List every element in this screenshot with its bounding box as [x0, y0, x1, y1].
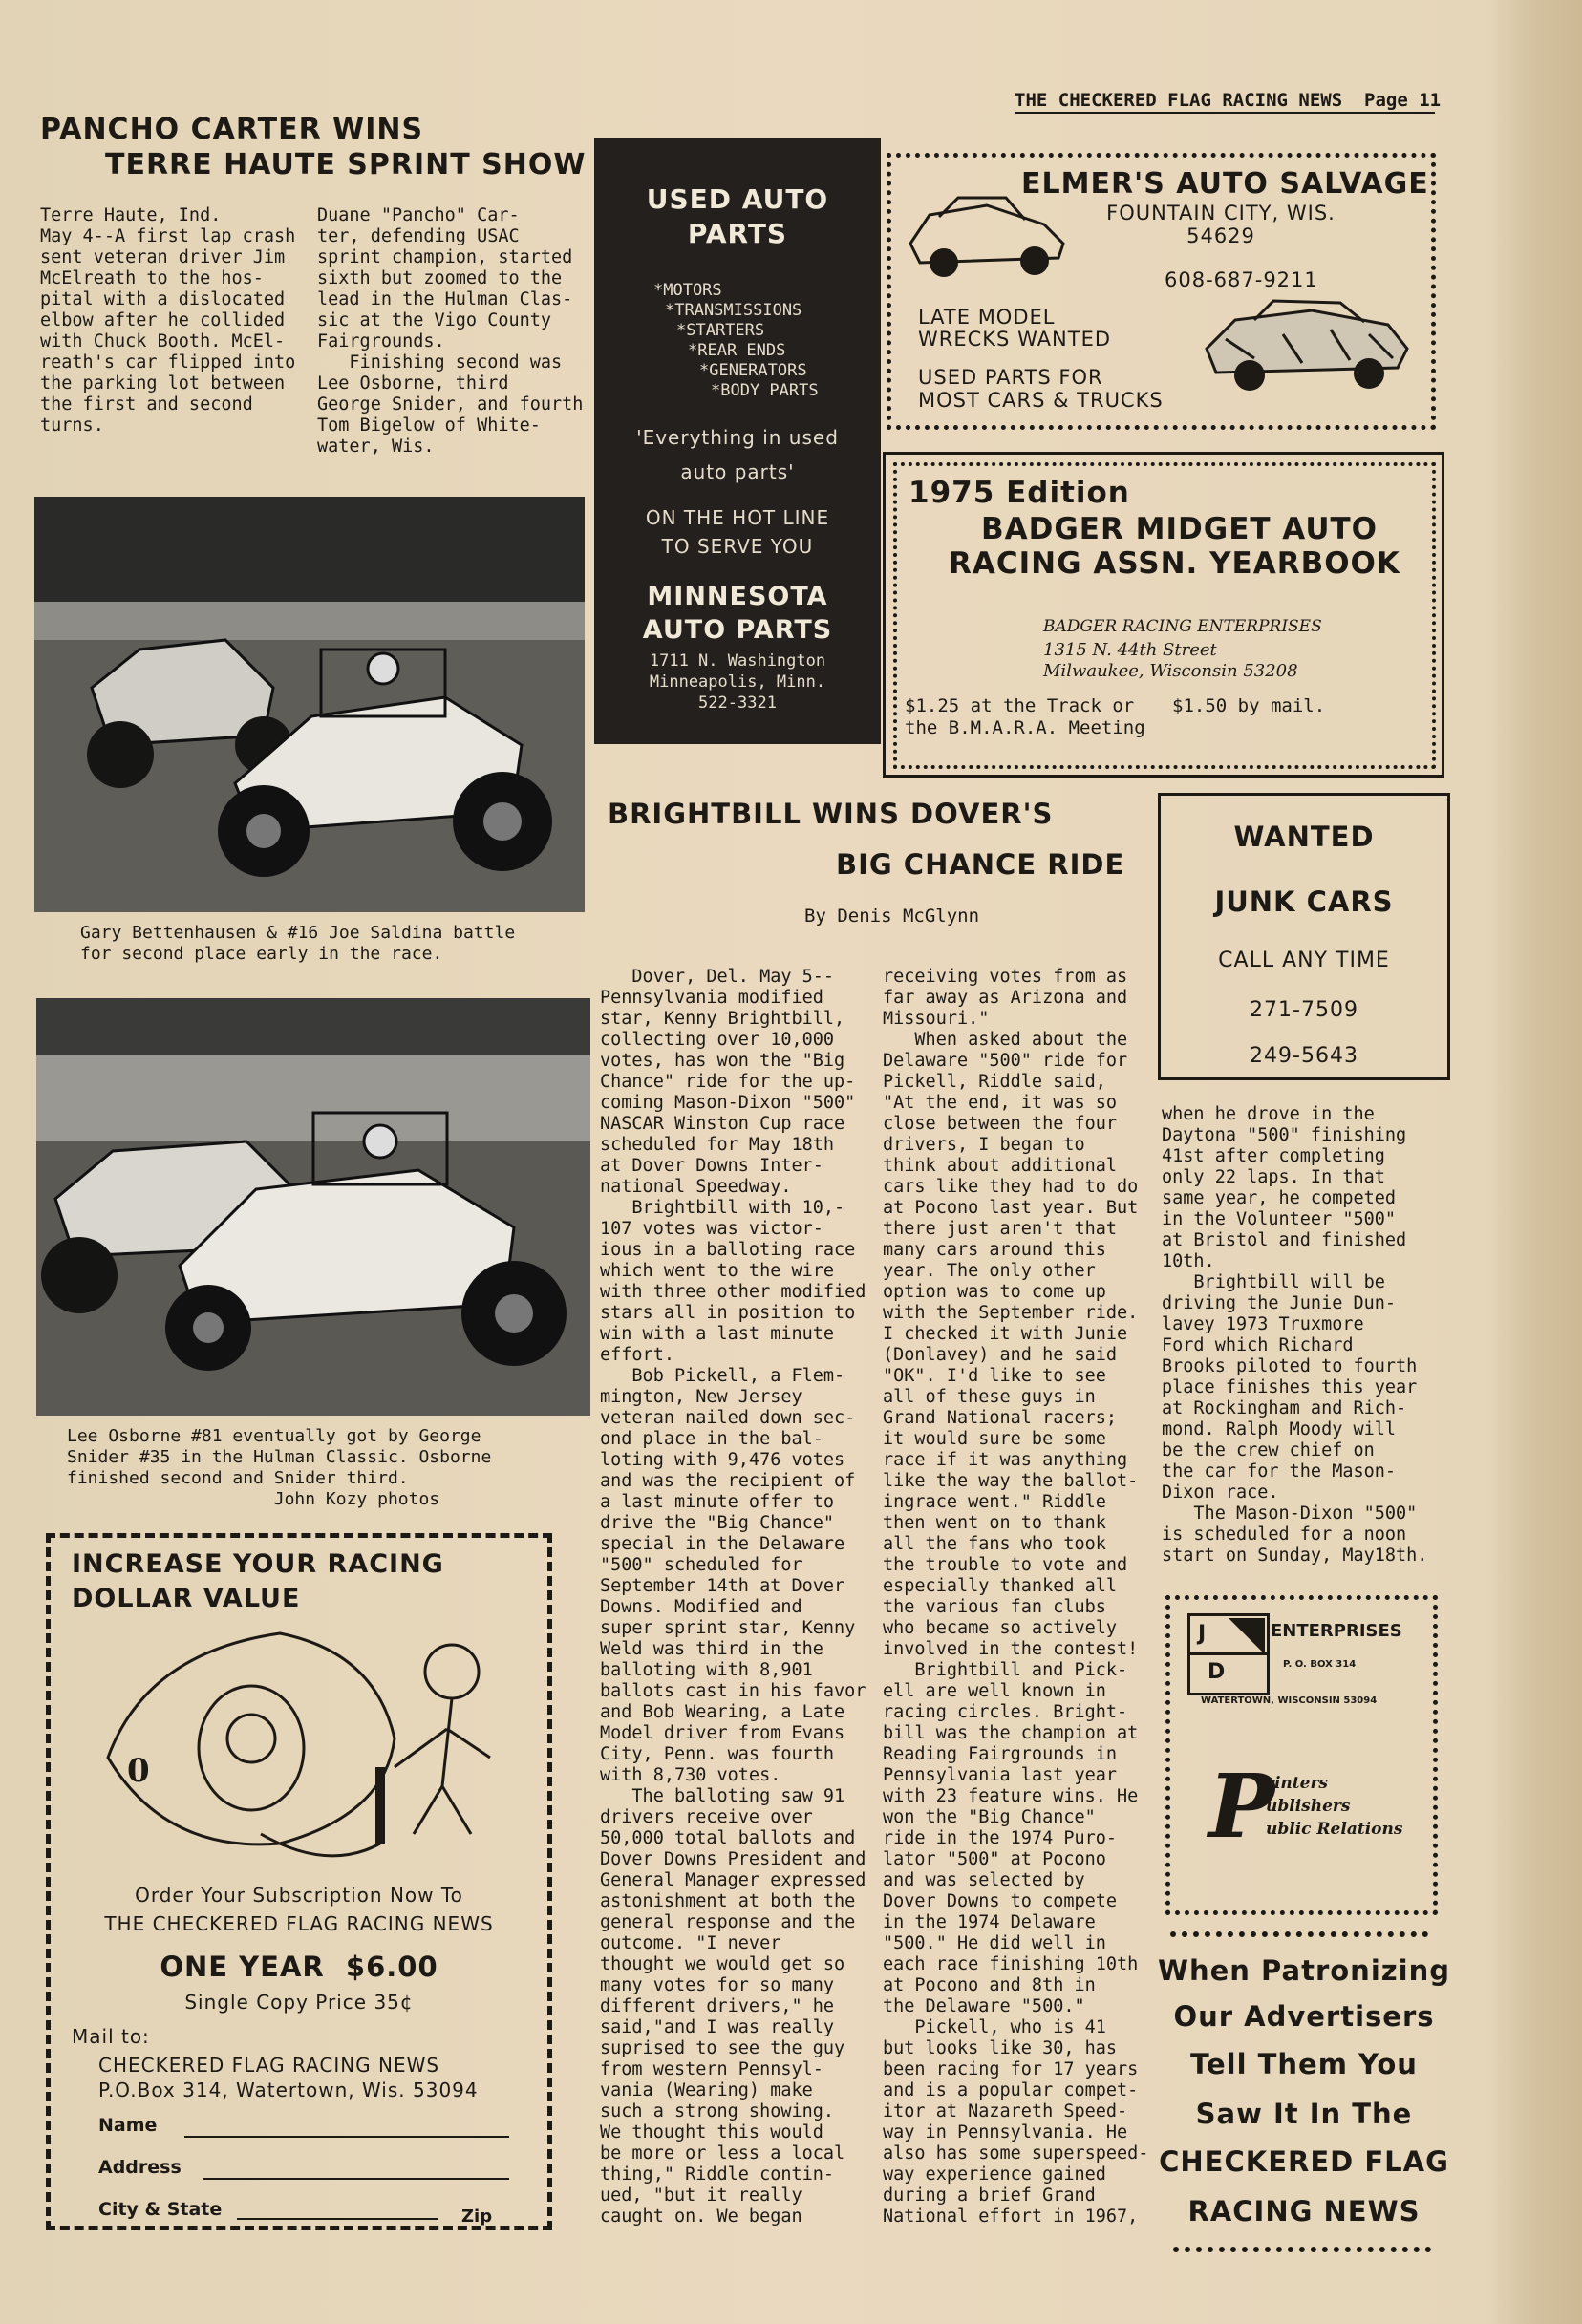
yearbook-address-3: Milwaukee, Wisconsin 53208: [1043, 661, 1298, 681]
subscription-ad: [46, 1533, 552, 2230]
yearbook-ad: [883, 452, 1444, 778]
minnesota-auto-parts-ad: [594, 138, 881, 744]
jd-logo-d: D: [1208, 1660, 1226, 1684]
running-head-rule: [1015, 112, 1435, 114]
mn-ad-address-2: Minneapolis, Minn.: [649, 672, 826, 692]
elmer-ad-city: FOUNTAIN CITY, WIS.: [1106, 202, 1336, 224]
patronize-line-2: Our Advertisers: [1173, 2000, 1435, 2033]
photo-2-caption: Lee Osborne #81 eventually got by George Snider #35 in the Hulman Classic. Osborne finished second and Snider third. John Kozy photos: [67, 1426, 492, 1509]
jd-name: ENTERPRISES: [1271, 1621, 1402, 1641]
money-cartoon-icon: [89, 1595, 538, 1882]
mn-ad-item: *BODY PARTS: [711, 381, 819, 400]
mn-ad-item: *GENERATORS: [699, 361, 807, 380]
mn-ad-item-list: [653, 281, 819, 401]
jd-logo: [1187, 1613, 1270, 1695]
brightbill-byline: By Denis McGlynn: [804, 906, 980, 927]
mn-ad-item: *MOTORS: [653, 281, 722, 300]
patronize-line-3: Tell Them You: [1190, 2048, 1418, 2080]
jd-script-printers: rinters: [1266, 1774, 1328, 1793]
junk-ad-junk-cars: JUNK CARS: [1214, 885, 1394, 918]
subscription-price: ONE YEAR $6.00: [160, 1951, 438, 1983]
jd-enterprises-ad: [1165, 1595, 1438, 1915]
patronize-top-rule: [1170, 1931, 1428, 1937]
elmer-ad-name: ELMER'S AUTO SALVAGE: [1021, 167, 1429, 201]
subscription-address-2: P.O.Box 314, Watertown, Wis. 53094: [98, 2079, 479, 2101]
photo-1-caption: Gary Bettenhausen & #16 Joe Saldina battle for second place early in the race.: [80, 923, 516, 964]
patronize-line-1: When Patronizing: [1158, 1954, 1450, 1987]
mn-ad-item: *STARTERS: [676, 321, 765, 340]
subscription-mail-to: Mail to:: [72, 2025, 150, 2048]
svg-text:0: 0: [127, 1752, 150, 1790]
subscription-order-2: THE CHECKERED FLAG RACING NEWS: [104, 1912, 494, 1935]
elmer-ad-line-2: WRECKS WANTED: [918, 328, 1112, 351]
patronize-bottom-rule: [1173, 2247, 1431, 2252]
jd-box: P. O. BOX 314: [1283, 1659, 1357, 1670]
mn-ad-slogan-1: 'Everything in used: [636, 426, 839, 449]
elmer-ad-zip: 54629: [1186, 224, 1255, 247]
patronize-line-6: RACING NEWS: [1187, 2195, 1421, 2228]
subscription-name-line[interactable]: [184, 2136, 509, 2138]
subscription-title-2: DOLLAR VALUE: [72, 1584, 301, 1613]
yearbook-price-track: $1.25 at the Track or the B.M.A.R.A. Meeting: [905, 695, 1145, 738]
mn-ad-hotline-2: TO SERVE YOU: [661, 535, 814, 558]
yearbook-title-1: BADGER MIDGET AUTO: [981, 512, 1379, 546]
jd-script-publishers: ublishers: [1266, 1797, 1351, 1816]
jd-script-public-relations: ublic Relations: [1266, 1820, 1403, 1839]
yearbook-address-1: BADGER RACING ENTERPRISES: [1043, 617, 1322, 636]
jd-city: WATERTOWN, WISCONSIN 53094: [1201, 1695, 1378, 1706]
mn-ad-name-2: AUTO PARTS: [642, 615, 833, 645]
mn-ad-title-1: USED AUTO: [646, 183, 829, 215]
mn-ad-slogan-2: auto parts': [680, 460, 795, 483]
junk-ad-phone-1: 271-7509: [1250, 998, 1358, 1022]
pancho-column-1: Terre Haute, Ind. May 4--A first lap crash sent veteran driver Jim McElreath to the hos- pital with a dislocated elbow after he collided with Chuck Booth. McEl- reath's car flipped into the parking lot between the first and second turns.: [40, 205, 296, 436]
elmer-ad-phone: 608-687-9211: [1165, 268, 1318, 291]
pancho-headline-1: PANCHO CARTER WINS: [40, 113, 424, 146]
yearbook-edition: 1975 Edition: [909, 476, 1130, 510]
brightbill-headline-1: BRIGHTBILL WINS DOVER'S: [608, 798, 1054, 830]
brightbill-column-3: when he drove in the Daytona "500" finishing 41st after completing only 22 laps. In that same year, he competed in the Volunteer "500" at Bristol and finished 10th. Brightbill will be driving the Junie Dun- lavey 1973 Truxmore Ford which Richard Brooks piloted to fourth place finishes this year at Rockingham and Rich- mond. Ralph Moody will be the crew chief on the car for the Mason- Dixon race. The Mason-Dixon "500" is scheduled for a noon start on Sunday, May18th.: [1162, 1104, 1428, 1566]
subscription-title-1: INCREASE YOUR RACING: [72, 1549, 444, 1579]
mn-ad-phone: 522-3321: [698, 693, 777, 713]
mn-ad-name-1: MINNESOTA: [647, 582, 828, 611]
elmer-ad-line-3: USED PARTS FOR: [918, 366, 1103, 389]
jd-script-p: P: [1208, 1755, 1275, 1858]
junk-ad-call: CALL ANY TIME: [1218, 949, 1390, 972]
mn-ad-address-1: 1711 N. Washington: [649, 651, 826, 671]
patronize-line-5: CHECKERED FLAG: [1159, 2145, 1449, 2178]
subscription-city-line[interactable]: [237, 2218, 438, 2220]
subscription-city-label: City & State: [98, 2199, 223, 2220]
jd-logo-j: J: [1198, 1622, 1207, 1646]
subscription-address-label: Address: [98, 2157, 182, 2178]
yearbook-address-2: 1315 N. 44th Street: [1043, 640, 1217, 660]
mn-ad-item: *TRANSMISSIONS: [665, 301, 802, 320]
running-head: THE CHECKERED FLAG RACING NEWS Page 11: [1015, 90, 1442, 111]
subscription-order-1: Order Your Subscription Now To: [135, 1884, 463, 1907]
elmers-auto-salvage-ad: [887, 153, 1436, 430]
elmer-ad-line-1: LATE MODEL: [918, 306, 1056, 329]
elmer-ad-line-4: MOST CARS & TRUCKS: [918, 389, 1164, 412]
patronize-line-4: Saw It In The: [1195, 2098, 1413, 2130]
mn-ad-item: *REAR ENDS: [688, 341, 786, 360]
brightbill-headline-2: BIG CHANCE RIDE: [836, 848, 1125, 881]
subscription-name-label: Name: [98, 2115, 158, 2136]
brightbill-column-2: receiving votes from as far away as Arizona and Missouri." When asked about the Delaware "500" ride for Pickell, Riddle said, "At the end, it was so close between the four drivers, I began to think about additional cars like they had to do at Pocono last year. But there just aren't that many cars around this year. The only other option was to come up with the September ride. I checked it with Junie (Donlavey) and he said "OK". I'd like to see all of these guys in Grand National racers; it would sure be some race if it was anything like the way the ballot- ingrace went." Riddle then went on to thank all the fans who took the trouble to vote and especially thanked all the various fan clubs who became so actively involved in the contest! Brightbill and Pick- ell are well known in racing circles. Bright- bill was the champion at Reading Fairgrounds in Pennsylvania last year with 23 feature wins. He won the "Big Chance" ride in the 1974 Puro- lator "500" at Pocono and was selected by Dover Downs to compete in the 1974 Delaware "500." He did well in each race finishing 10th at Pocono and 8th in the Delaware "500." Pickell, who is 41 but looks like 30, has been racing for 17 years and is a popular compet- itor at Nazareth Speed- way in Pennsylvania. He also has some superspeed- way experience gained during a brief Grand National effort in 1967,: [883, 967, 1149, 2227]
subscription-single-copy: Single Copy Price 35¢: [184, 1991, 414, 2014]
photo-1-illustration: [34, 497, 585, 912]
junk-cars-ad: [1158, 793, 1450, 1080]
photo-2-illustration: [36, 998, 590, 1416]
pancho-headline-2: TERRE HAUTE SPRINT SHOW: [105, 148, 587, 181]
subscription-address-1: CHECKERED FLAG RACING NEWS: [98, 2054, 440, 2077]
subscription-address-line[interactable]: [203, 2178, 509, 2180]
junk-ad-phone-2: 249-5643: [1250, 1044, 1358, 1068]
yearbook-title-2: RACING ASSN. YEARBOOK: [949, 546, 1400, 581]
wrecked-car-icon: [1197, 291, 1417, 396]
junk-ad-wanted: WANTED: [1233, 821, 1375, 853]
sprint-car-photo-2: [36, 998, 590, 1416]
mn-ad-title-2: PARTS: [687, 218, 788, 249]
subscription-zip-label: Zip: [461, 2207, 493, 2227]
car-drawing-icon: [901, 186, 1073, 282]
yearbook-price-mail: $1.50 by mail.: [1172, 695, 1326, 716]
brightbill-column-1: Dover, Del. May 5-- Pennsylvania modified star, Kenny Brightbill, collecting over 10,000 votes, has won the "Big Chance" ride for the up- coming Mason-Dixon "500" NASCAR Winston Cup race scheduled for May 18th at Dover Downs Inter- national Speedway. Brightbill with 10,- 107 votes was victor- ious in a balloting race which went to the wire with three other modified stars all in position to win with a last minute effort. Bob Pickell, a Flem- mington, New Jersey veteran nailed down sec- ond place in the bal- loting with 9,476 votes and was the recipient of a last minute offer to drive the "Big Chance" special in the Delaware "500" scheduled for September 14th at Dover Downs. Modified and super sprint star, Kenny Weld was third in the balloting with 8,901 ballots cast in his favor and Bob Wearing, a Late Model driver from Evans City, Penn. was fourth with 8,730 votes. The balloting saw 91 drivers receive over 50,000 total ballots and Dover Downs President and General Manager expressed astonishment at both the general response and the outcome. "I never thought we would get so many votes for so many different drivers," he said,"and I was really suprised to see the guy from western Pennsyl- vania (Wearing) make such a strong showing. We thought this would be more or less a local thing," Riddle contin- ued, "but it really caught on. We began: [600, 967, 866, 2227]
sprint-car-photo-1: [34, 497, 585, 912]
pancho-column-2: Duane "Pancho" Car- ter, defending USAC sprint champion, started sixth but zoomed to the lead in the Hulman Clas- sic at the Vigo County Fairgrounds. Finishing second was Lee Osborne, third George Snider, and fourth Tom Bigelow of White- water, Wis.: [317, 205, 584, 457]
mn-ad-hotline-1: ON THE HOT LINE: [645, 506, 830, 529]
